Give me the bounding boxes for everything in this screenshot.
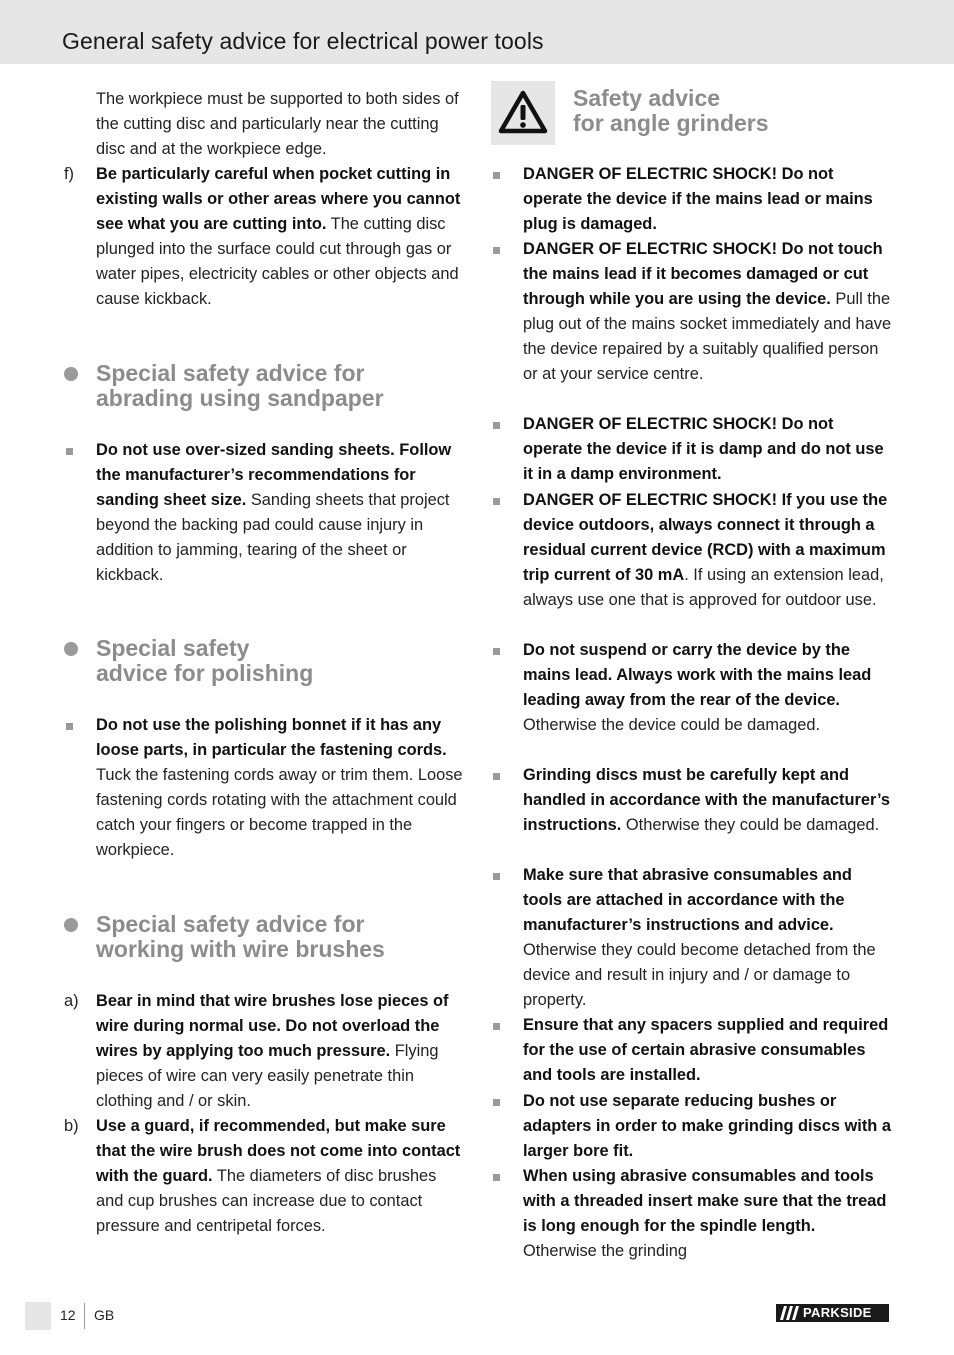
list-square-bullet [493, 1174, 500, 1181]
section-bullet [64, 642, 78, 656]
list-item-text: Otherwise the grinding [523, 1242, 687, 1260]
intro-paragraph: The workpiece must be supported to both sides of the cutting disc and particularly near the cutting disc and at the workpiece edge. [96, 90, 459, 158]
brand-stripes-icon [780, 1306, 802, 1320]
page-number: 12 [60, 1307, 76, 1323]
language-code: GB [94, 1307, 115, 1323]
item-wire-a [96, 989, 468, 1114]
list-item-text: . If using an extension lead, always use one that is approved for outdoor use. [523, 566, 884, 609]
list-item-text: Pull the plug out of the mains socket immediately and have the device repaired by a suitably qualified person or at your service centre. [523, 290, 892, 383]
list-square-bullet [493, 498, 500, 505]
heading-sandpaper: Special safety advice for abrading using sandpaper [96, 360, 384, 411]
list-square-bullet [493, 422, 500, 429]
item-marker-a: a) [64, 992, 79, 1010]
item-polishing-bold: Do not use the polishing bonnet if it has any loose parts, in particular the fastening cords. [96, 716, 447, 759]
list-item [523, 638, 893, 738]
list-item [523, 863, 893, 1013]
list-square-bullet [493, 1023, 500, 1030]
list-item [523, 412, 893, 487]
item-marker-b: b) [64, 1117, 79, 1135]
footer-box [25, 1302, 51, 1330]
section-bullet [64, 918, 78, 932]
list-square-bullet [493, 873, 500, 880]
section-bullet [64, 367, 78, 381]
list-item [523, 162, 893, 237]
item-f-text: The cutting disc plunged into the surface could cut through gas or water pipes, electricity cables or other objects and cause kickback. [96, 215, 459, 308]
list-item-bold: Grinding discs must be carefully kept and handled in accordance with the manufacturer’s instructions. [523, 766, 891, 834]
list-square-bullet [493, 773, 500, 780]
list-square-bullet [66, 448, 73, 455]
item-wire-b-text: The diameters of disc brushes and cup brushes can increase due to contact pressure and centripetal forces. [96, 1167, 437, 1235]
item-f [96, 162, 468, 312]
list-item-text: Otherwise they could become detached from the device and result in injury and / or damage to property. [523, 941, 876, 1009]
brand-logo [776, 1304, 889, 1322]
list-square-bullet [493, 247, 500, 254]
list-item-bold: Make sure that abrasive consumables and tools are attached in accordance with the manufacturer’s instructions and advice. [523, 866, 852, 934]
warning-triangle-icon [491, 81, 555, 145]
list-item-text: Otherwise they could be damaged. [621, 816, 880, 834]
list-item-bold: DANGER OF ELECTRIC SHOCK! Do not operate the device if the mains lead or mains plug is damaged. [523, 165, 873, 233]
heading-wire-brushes: Special safety advice for working with wire brushes [96, 911, 385, 962]
list-item [523, 1013, 893, 1088]
item-polishing [96, 713, 468, 863]
list-square-bullet [493, 648, 500, 655]
item-wire-a-bold: Bear in mind that wire brushes lose pieces of wire during normal use. Do not overload the wires by applying too much pressure. [96, 992, 449, 1060]
list-item-bold: Do not suspend or carry the device by the mains lead. Always work with the mains lead leading away from the rear of the device. [523, 641, 872, 709]
list-square-bullet [66, 723, 73, 730]
list-item-bold: DANGER OF ELECTRIC SHOCK! Do not operate the device if it is damp and do not use it in a damp environment. [523, 415, 884, 483]
item-sandpaper [96, 438, 468, 588]
heading-angle-grinders: Safety advice for angle grinders [573, 85, 769, 136]
item-marker-f: f) [64, 165, 75, 183]
list-item-bold: When using abrasive consumables and tools with a threaded insert make sure that the tread is long enough for the spindle length. [523, 1167, 887, 1235]
list-square-bullet [493, 1099, 500, 1106]
list-item-bold: DANGER OF ELECTRIC SHOCK! Do not touch the mains lead if it becomes damaged or cut through while you are using the device. [523, 240, 883, 308]
heading-polishing: Special safety advice for polishing [96, 635, 314, 686]
brand-name: PARKSIDE [803, 1305, 872, 1320]
item-wire-a-text: Flying pieces of wire can very easily penetrate thin clothing and / or skin. [96, 1042, 439, 1110]
item-sandpaper-text: Sanding sheets that project beyond the backing pad could cause injury in addition to jamming, tearing of the sheet or kickback. [96, 491, 450, 584]
item-polishing-text: Tuck the fastening cords away or trim them. Loose fastening cords rotating with the attachment could catch your fingers or become trapped in the workpiece. [96, 766, 463, 859]
list-item-bold: DANGER OF ELECTRIC SHOCK! If you use the device outdoors, always connect it through a residual current device (RCD) with a maximum trip current of 30 mA [523, 491, 888, 584]
list-item-bold: Ensure that any spacers supplied and required for the use of certain abrasive consumables and tools are installed. [523, 1016, 889, 1084]
list-item [523, 1089, 893, 1164]
item-wire-b-bold: Use a guard, if recommended, but make sure that the wire brush does not come into contact with the guard. [96, 1117, 461, 1185]
item-wire-b [96, 1114, 468, 1239]
list-item-text: Otherwise the device could be damaged. [523, 716, 821, 734]
warning-icon-box [491, 81, 555, 145]
item-f-bold: Be particularly careful when pocket cutting in existing walls or other areas where you cannot see what you are cutting into. [96, 165, 461, 233]
item-sandpaper-bold: Do not use over-sized sanding sheets. Follow the manufacturer’s recommendations for sanding sheet size. [96, 441, 452, 509]
list-item [523, 237, 893, 387]
footer-divider [84, 1303, 85, 1329]
page-title: General safety advice for electrical power tools [62, 28, 544, 54]
list-item [523, 763, 893, 838]
list-item [523, 488, 893, 613]
list-square-bullet [493, 172, 500, 179]
list-item-bold: Do not use separate reducing bushes or adapters in order to make grinding discs with a larger bore fit. [523, 1092, 891, 1160]
list-item [523, 1164, 893, 1264]
